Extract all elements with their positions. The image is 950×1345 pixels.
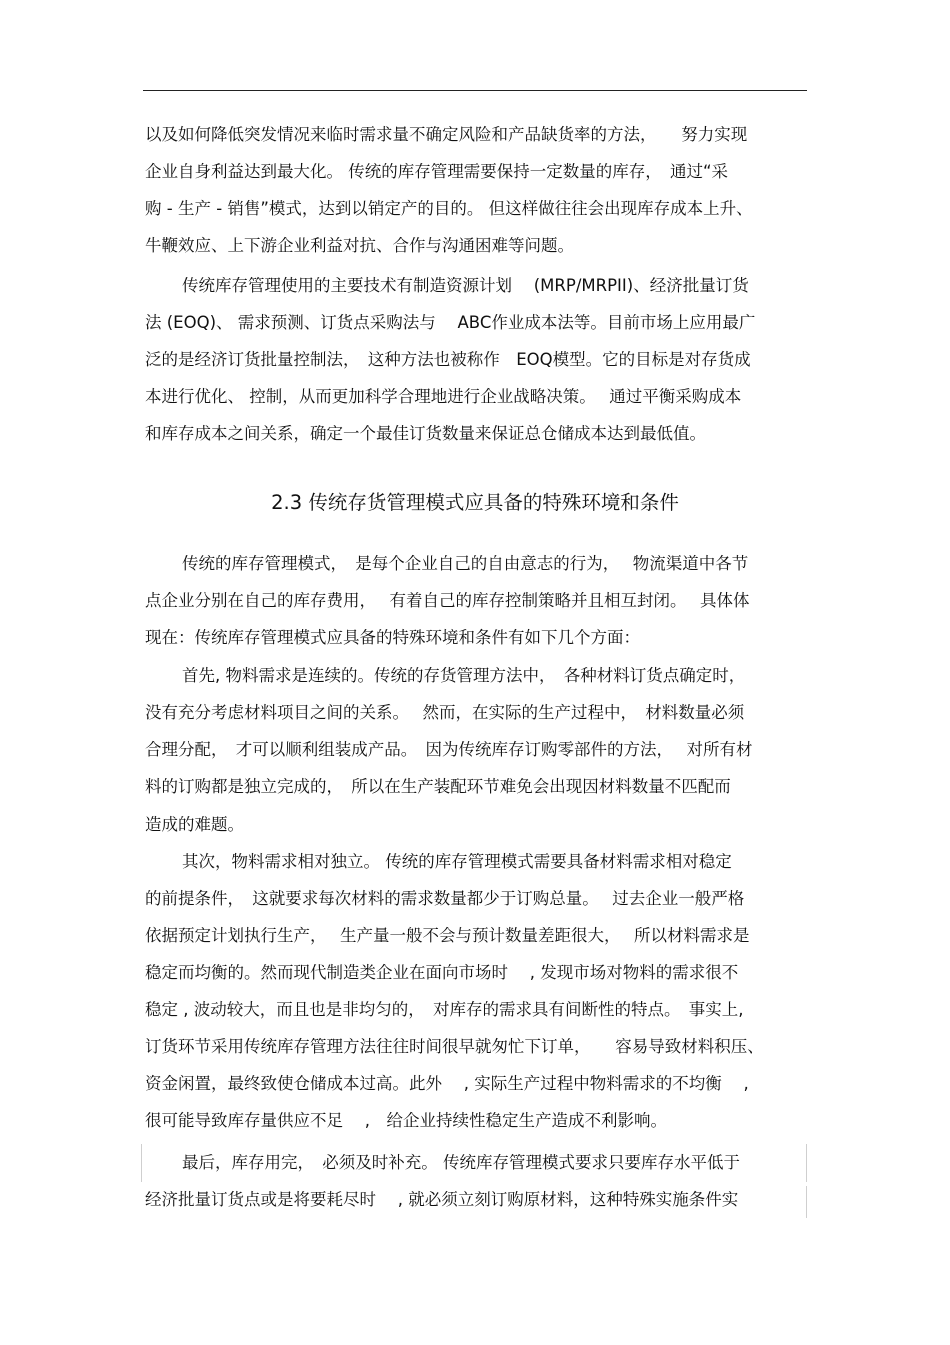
text-line: 牛鞭效应、上下游企业利益对抗、合作与沟通困难等问题。 xyxy=(145,236,574,255)
text-line: 现在：传统库存管理模式应具备的特殊环境和条件有如下几个方面： xyxy=(145,628,640,647)
text-line: 经济批量订货点或是将要耗尽时 , 就必须立刻订购原材料，这种特殊实施条件实 xyxy=(145,1190,739,1209)
text-line: 稳定而均衡的。然而现代制造类企业在面向市场时 , 发现市场对物料的需求很不 xyxy=(145,963,739,982)
box-border-right xyxy=(806,1144,807,1182)
box-border-right xyxy=(806,1186,807,1218)
paragraph-first-line: 传统的库存管理模式， 是每个企业自己的自由意志的行为， 物流渠道中各节 xyxy=(182,554,749,573)
header-rule xyxy=(143,90,807,91)
text-line: 以及如何降低突发情况来临时需求量不确定风险和产品缺货率的方法， 努力实现 xyxy=(145,125,748,144)
text-line: 点企业分别在自己的库存费用， 有着自己的库存控制策略并且相互封闭。 具体体 xyxy=(145,591,750,610)
text-line: 资金闲置，最终致使仓储成本过高。此外 , 实际生产过程中物料需求的不均衡 , xyxy=(145,1074,749,1093)
text-line: 订货环节采用传统库存管理方法往往时间很早就匆忙下订单， 容易导致材料积压、 xyxy=(145,1037,764,1056)
text-line: 泛的是经济订货批量控制法， 这种方法也被称作 EOQ模型。它的目标是对存货成 xyxy=(145,350,751,369)
text-line: 和库存成本之间关系，确定一个最佳订货数量来保证总仓储成本达到最低值。 xyxy=(145,424,706,443)
paragraph-first-line: 其次，物料需求相对独立。 传统的库存管理模式需要具备材料需求相对稳定 xyxy=(182,852,732,871)
text-line: 的前提条件， 这就要求每次材料的需求数量都少于订购总量。 过去企业一般严格 xyxy=(145,889,745,908)
box-border-left xyxy=(141,1144,142,1182)
text-line: 依据预定计划执行生产， 生产量一般不会与预计数量差距很大， 所以材料需求是 xyxy=(145,926,750,945)
section-heading: 2.3 传统存货管理模式应具备的特殊环境和条件 xyxy=(271,491,679,514)
paragraph-first-line: 传统库存管理使用的主要技术有制造资源计划 (MRP/MRPII)、经济批量订货 xyxy=(182,276,749,295)
paragraph-first-line: 首先, 物料需求是连续的。传统的存货管理方法中， 各种材料订货点确定时， xyxy=(182,666,746,685)
text-line: 料的订购都是独立完成的， 所以在生产装配环节难免会出现因材料数量不匹配而 xyxy=(145,777,731,796)
text-line: 企业自身利益达到最大化。 传统的库存管理需要保持一定数量的库存， 通过“采 xyxy=(145,162,729,181)
text-line: 法 (EOQ)、 需求预测、订货点采购法与 ABC作业成本法等。目前市场上应用最广 xyxy=(145,313,756,332)
text-line: 本进行优化、 控制，从而更加科学合理地进行企业战略决策。 通过平衡采购成本 xyxy=(145,387,742,406)
text-line: 稳定 , 波动较大，而且也是非均匀的， 对库存的需求具有间断性的特点。 事实上, xyxy=(145,1000,744,1019)
text-line: 很可能导致库存量供应不足 , 给企业持续性稳定生产造成不利影响。 xyxy=(145,1111,667,1130)
text-line: 造成的难题。 xyxy=(145,815,244,834)
text-line: 没有充分考虑材料项目之间的关系。 然而，在实际的生产过程中， 材料数量必须 xyxy=(145,703,745,722)
paragraph-first-line: 最后，库存用完， 必须及时补充。 传统库存管理模式要求只要库存水平低于 xyxy=(182,1153,740,1172)
text-line: 合理分配， 才可以顺利组装成产品。 因为传统库存订购零部件的方法， 对所有材 xyxy=(145,740,753,759)
text-line: 购 - 生产 - 销售”模式，达到以销定产的目的。 但这样做往往会出现库存成本上升、 xyxy=(145,199,753,218)
